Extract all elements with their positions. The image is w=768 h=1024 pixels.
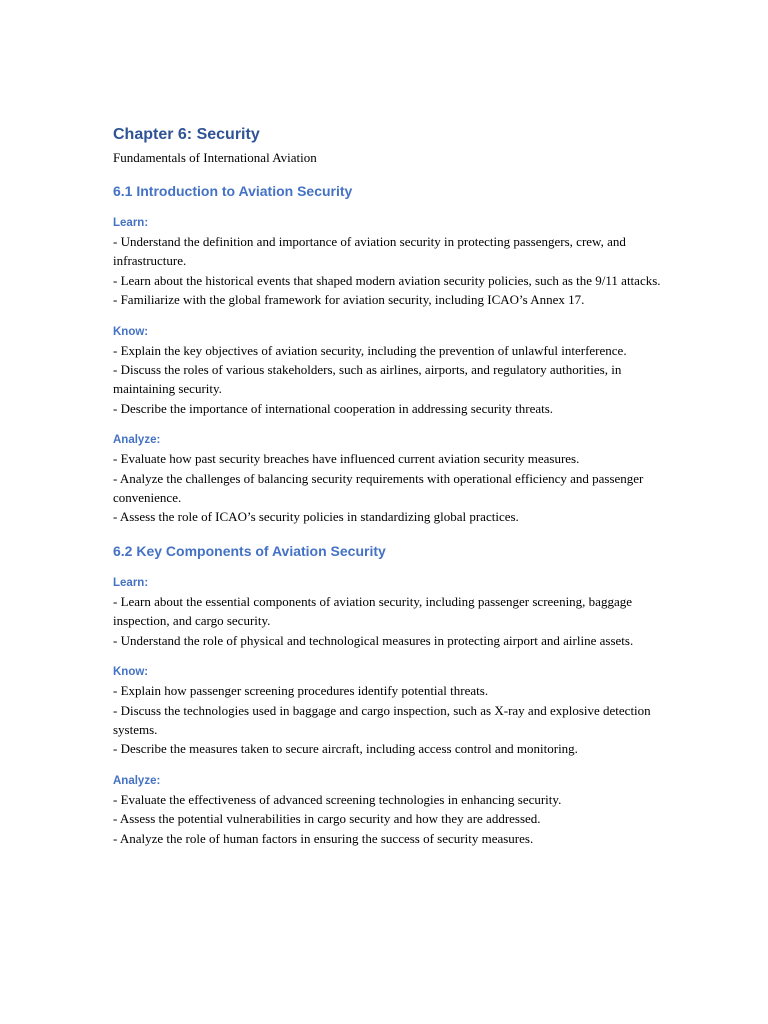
block-label-learn: Learn: xyxy=(113,217,149,229)
list-item: - Explain how passenger screening procedures identify potential threats. xyxy=(113,683,489,699)
block-items xyxy=(113,232,668,310)
section-heading: 6.2 Key Components of Aviation Security xyxy=(113,542,386,559)
list-item: - Evaluate the effectiveness of advanced screening technologies in enhancing security. xyxy=(113,791,562,807)
list-item: - Explain the key objectives of aviation security, including the prevention of unlawful interference. xyxy=(113,342,627,358)
block-label-analyze: Analyze: xyxy=(113,774,161,787)
list-item: - Describe the importance of international cooperation in addressing security threats. xyxy=(113,400,554,416)
list-item: - Discuss the roles of various stakeholders, such as airlines, airports, and regulatory authorities, in maintaining security. xyxy=(113,362,622,397)
section-6-1 xyxy=(113,181,668,527)
learn-block xyxy=(113,574,668,650)
block-label-analyze: Analyze: xyxy=(113,434,161,447)
learn-block xyxy=(113,214,668,310)
list-item: - Assess the potential vulnerabilities in cargo security and how they are addressed. xyxy=(113,811,541,827)
section-6-2 xyxy=(113,541,668,848)
block-items xyxy=(113,592,668,650)
list-item: - Evaluate how past security breaches have influenced current aviation security measures. xyxy=(113,451,580,467)
block-label-learn: Learn: xyxy=(113,576,149,589)
block-items xyxy=(113,449,668,527)
block-items xyxy=(113,790,668,848)
document-body xyxy=(113,124,668,848)
analyze-block xyxy=(113,772,668,848)
analyze-block xyxy=(113,431,668,527)
block-items xyxy=(113,681,668,759)
list-item: - Assess the role of ICAO’s security policies in standardizing global practices. xyxy=(113,509,519,525)
block-label-know: Know: xyxy=(113,325,149,338)
list-item: - Analyze the role of human factors in ensuring the success of security measures. xyxy=(113,830,534,846)
section-heading: 6.1 Introduction to Aviation Security xyxy=(113,183,353,199)
block-label-know: Know: xyxy=(113,666,149,679)
know-block xyxy=(113,323,668,419)
list-item: - Analyze the challenges of balancing security requirements with operational efficiency and passenger convenience. xyxy=(113,470,644,506)
list-item: - Describe the measures taken to secure aircraft, including access control and monitoring. xyxy=(113,741,578,757)
list-item: - Understand the role of physical and technological measures in protecting airport and airline assets. xyxy=(113,632,634,648)
document-subtitle: Fundamentals of International Aviation xyxy=(113,150,317,165)
chapter-title: Chapter 6: Security xyxy=(113,126,260,143)
list-item: - Learn about the historical events that shaped modern aviation security policies, such as the 9/11 attacks. xyxy=(113,272,661,288)
list-item: - Discuss the technologies used in baggage and cargo inspection, such as X-ray and explosive detection systems. xyxy=(113,702,651,737)
list-item: - Familiarize with the global framework for aviation security, including ICAO’s Annex 17. xyxy=(113,292,585,308)
know-block xyxy=(113,663,668,759)
list-item: - Learn about the essential components of aviation security, including passenger screening, baggage inspection, and cargo security. xyxy=(113,593,632,629)
list-item: - Understand the definition and importance of aviation security in protecting passengers, crew, and infrastructure. xyxy=(113,234,626,269)
block-items xyxy=(113,341,668,419)
